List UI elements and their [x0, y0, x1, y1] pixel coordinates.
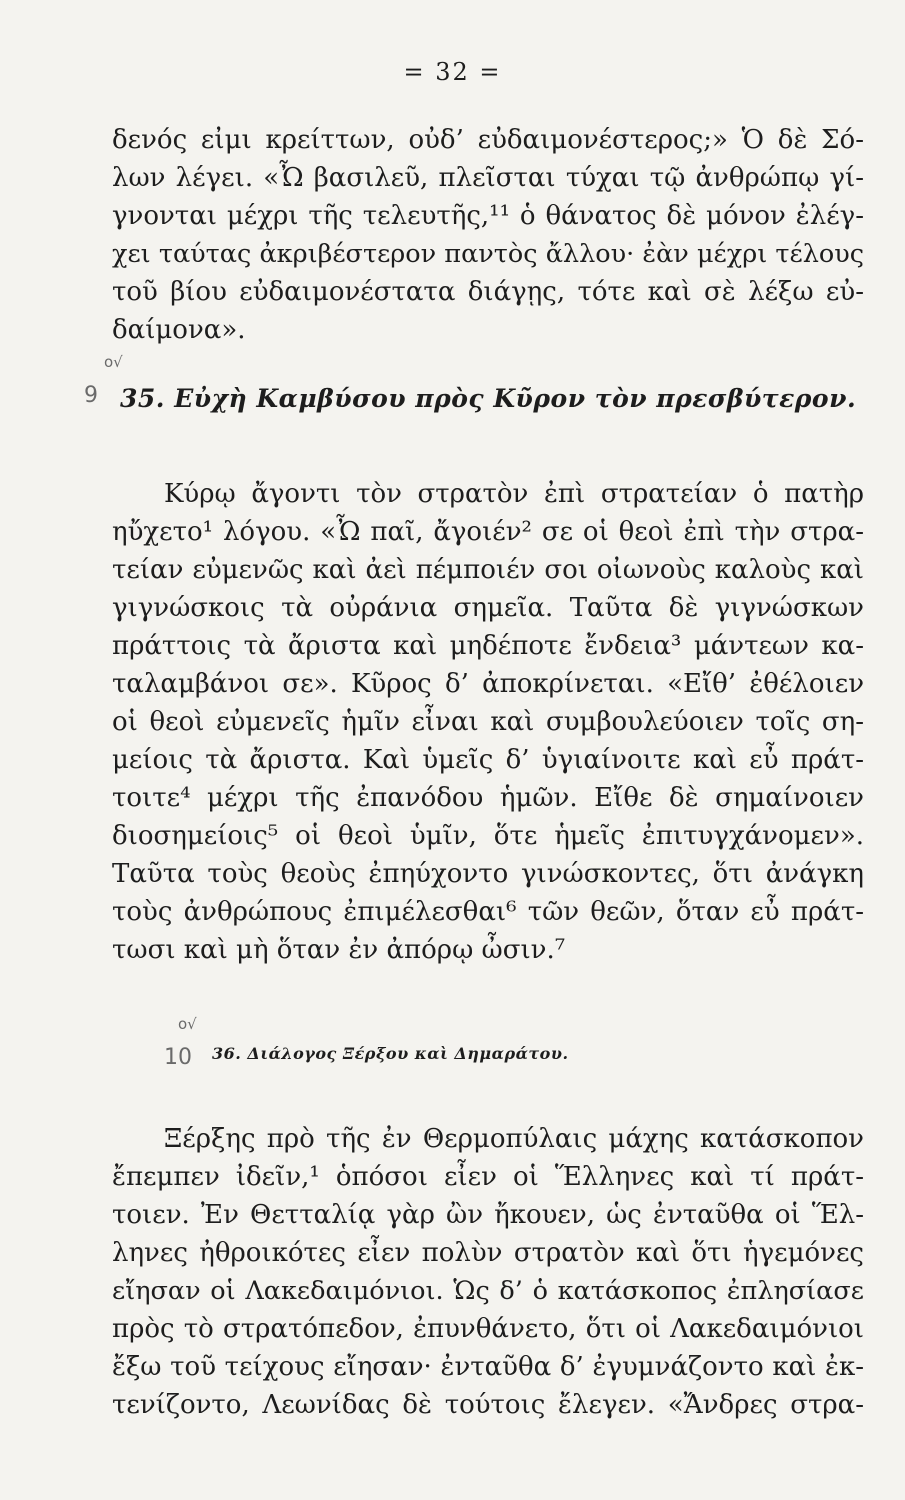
text-line: ηὔχετο¹ λόγου. «Ὦ παῖ, ἄγοιέν² σε οἱ θεοὶ ἐπὶ τὴν στρα- [112, 517, 864, 547]
text-line: ἔπεμπεν ἰδεῖν,¹ ὁπόσοι εἶεν οἱ Ἕλληνες καὶ τί πράτ- [112, 1162, 864, 1192]
text-line: ἔξω τοῦ τείχους εἴησαν· ἐνταῦθα δ’ ἐγυμνάζοντο καὶ ἐκ- [112, 1352, 864, 1382]
text-line: δαίμονα». [112, 315, 246, 345]
text-line: Ταῦτα τοὺς θεοὺς ἐπηύχοντο γινώσκοντες, ὅτι ἀνάγκη [112, 859, 864, 889]
text-line: τοιεν. Ἐν Θετταλίᾳ γὰρ ὢν ἤκουεν, ὡς ἐνταῦθα οἱ Ἕλ- [112, 1200, 864, 1230]
text-line: μείοις τὰ ἄριστα. Καὶ ὑμεῖς δ’ ὑγιαίνοιτε καὶ εὖ πράτ- [112, 745, 864, 775]
section-36-body [112, 1120, 864, 1424]
section-36-title: 36. Διάλογος Ξέρξου καὶ Δημαράτου. [212, 1044, 569, 1063]
text-line: γιγνώσκοις τὰ οὐράνια σημεῖα. Ταῦτα δὲ γιγνώσκων [112, 593, 864, 623]
page-number: = 32 = [403, 58, 502, 86]
margin-note-35: 9 [84, 383, 98, 408]
margin-note-36: 10 [164, 1045, 192, 1070]
text-line: γνονται μέχρι τῆς τελευτῆς,¹¹ ὁ θάνατος δὲ μόνον ἐλέγ- [112, 201, 864, 231]
text-line: τοιτε⁴ μέχρι τῆς ἐπανόδου ἡμῶν. Εἴθε δὲ σημαίνοιεν [112, 783, 864, 813]
section-35-body [112, 475, 864, 969]
text-line: εἴησαν οἱ Λακεδαιμόνιοι. Ὡς δ’ ὁ κατάσκοπος ἐπλησίασε [112, 1276, 864, 1306]
text-line: δενός εἰμι κρείττων, οὐδ’ εὐδαιμονέστερος;» Ὁ δὲ Σό- [112, 125, 864, 155]
text-line: οἱ θεοὶ εὐμενεῖς ἡμῖν εἶναι καὶ συμβουλεύοιεν τοῖς ση- [112, 707, 864, 737]
text-line: τείαν εὐμενῶς καὶ ἀεὶ πέμποιέν σοι οἰωνοὺς καλοὺς καὶ [112, 555, 864, 585]
margin-mark-36: ο√ [178, 1015, 197, 1033]
text-line: ληνες ἠθροικότες εἶεν πολὺν στρατὸν καὶ ὅτι ἡγεμόνες [112, 1238, 864, 1268]
paragraph-top [112, 121, 864, 349]
text-line: τοῦ βίου εὐδαιμονέστατα διάγῃς, τότε καὶ σὲ λέξω εὐ- [112, 277, 864, 307]
text-line: χει ταύτας ἀκριβέστερον παντὸς ἄλλου· ἐὰν μέχρι τέλους [112, 239, 864, 269]
text-line: τενίζοντο, Λεωνίδας δὲ τούτοις ἔλεγεν. «Ἄνδρες στρα- [112, 1390, 864, 1420]
text-line: τοὺς ἀνθρώπους ἐπιμέλεσθαι⁶ τῶν θεῶν, ὅταν εὖ πράτ- [112, 897, 864, 927]
text-line: διοσημείοις⁵ οἱ θεοὶ ὑμῖν, ὅτε ἡμεῖς ἐπιτυγχάνομεν». [112, 821, 864, 851]
text-line: ταλαμβάνοι σε». Κῦρος δ’ ἀποκρίνεται. «Εἴθ’ ἐθέλοιεν [112, 669, 864, 699]
text-line: λων λέγει. «Ὦ βασιλεῦ, πλεῖσται τύχαι τῷ ἀνθρώπῳ γί- [112, 163, 864, 193]
text-line: πρὸς τὸ στρατόπεδον, ἐπυνθάνετο, ὅτι οἱ Λακεδαιμόνιοι [112, 1314, 864, 1344]
text-line: Κύρῳ ἄγοντι τὸν στρατὸν ἐπὶ στρατείαν ὁ πατὴρ [164, 479, 864, 509]
text-line: τωσι καὶ μὴ ὅταν ἐν ἀπόρῳ ὦσιν.⁷ [112, 935, 566, 965]
text-line: πράττοις τὰ ἄριστα καὶ μηδέποτε ἔνδεια³ μάντεων κα- [112, 631, 864, 661]
margin-mark-35: ο√ [104, 353, 123, 371]
section-35-title: 35. Εὐχὴ Καμβύσου πρὸς Κῦρον τὸν πρεσβύτερον. [120, 384, 857, 413]
text-line: Ξέρξης πρὸ τῆς ἐν Θερμοπύλαις μάχης κατάσκοπον [164, 1124, 864, 1154]
